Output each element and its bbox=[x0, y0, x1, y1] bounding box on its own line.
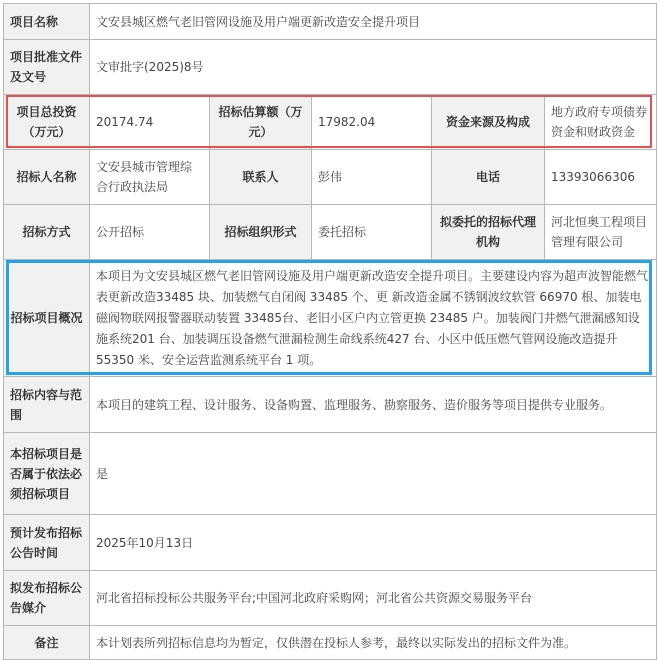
legal-label: 本招标项目是否属于依法必须招标项目 bbox=[4, 433, 90, 515]
phone-label: 电话 bbox=[432, 150, 545, 205]
project-name-label: 项目名称 bbox=[4, 4, 90, 40]
method-label: 招标方式 bbox=[4, 205, 90, 260]
fund-source-value: 地方政府专项债券资金和财政资金 bbox=[545, 95, 657, 150]
media-label: 拟发布招标公告媒介 bbox=[4, 571, 90, 626]
agency-label: 拟委托的招标代理机构 bbox=[432, 205, 545, 260]
org-form-label: 招标组织形式 bbox=[210, 205, 312, 260]
total-investment-label: 项目总投资（万元） bbox=[4, 95, 90, 150]
tenderer-value: 文安县城市管理综合行政执法局 bbox=[90, 150, 210, 205]
approval-label: 项目批准文件及文号 bbox=[4, 40, 90, 95]
contact-label: 联系人 bbox=[210, 150, 312, 205]
approval-value: 文审批字(2025)8号 bbox=[90, 40, 657, 95]
bid-estimate-value: 17982.04 bbox=[312, 95, 432, 150]
org-form-value: 委托招标 bbox=[312, 205, 432, 260]
project-info-table bbox=[3, 3, 657, 660]
agency-value: 河北恒奥工程项目管理有限公司 bbox=[545, 205, 657, 260]
project-name-value: 文安县城区燃气老旧管网设施及用户端更新改造安全提升项目 bbox=[90, 4, 657, 40]
overview-label: 招标项目概况 bbox=[4, 260, 90, 377]
remark-label: 备注 bbox=[4, 626, 90, 660]
remark-value: 本计划表所列招标信息均为暂定，仅供潜在投标人参考，最终以实际发出的招标文件为准。 bbox=[90, 626, 657, 660]
media-value: 河北省招标投标公共服务平台;中国河北政府采购网；河北省公共资源交易服务平台 bbox=[90, 571, 657, 626]
publish-time-value: 2025年10月13日 bbox=[90, 515, 657, 571]
contact-value: 彭伟 bbox=[312, 150, 432, 205]
overview-value: 本项目为文安县城区燃气老旧管网设施及用户端更新改造安全提升项目。主要建设内容为超声波智能燃气表更新改造33485 块、加装燃气自闭阀 33485 个、更 新改造金属不锈钢波纹软管 66970 根、加装电磁阀物联网报警器联动装置 33485台、老旧小区户内立管更换 23485 户。加装阀门井燃气泄漏感知设施系统201 台、加装调压设备燃气泄漏检测生命线系统427 台、小区中低压燃气管网设施改造提升 55350 米、安全运营监测系统平台 1 项。 bbox=[90, 260, 657, 377]
scope-value: 本项目的建筑工程、设计服务、设备购置、监理服务、勘察服务、造价服务等项目提供专业服务。 bbox=[90, 377, 657, 433]
total-investment-value: 20174.74 bbox=[90, 95, 210, 150]
legal-value: 是 bbox=[90, 433, 657, 515]
fund-source-label: 资金来源及构成 bbox=[432, 95, 545, 150]
method-value: 公开招标 bbox=[90, 205, 210, 260]
publish-time-label: 预计发布招标公告时间 bbox=[4, 515, 90, 571]
scope-label: 招标内容与范围 bbox=[4, 377, 90, 433]
tenderer-label: 招标人名称 bbox=[4, 150, 90, 205]
phone-value: 13393066306 bbox=[545, 150, 657, 205]
bid-estimate-label: 招标估算额（万元） bbox=[210, 95, 312, 150]
